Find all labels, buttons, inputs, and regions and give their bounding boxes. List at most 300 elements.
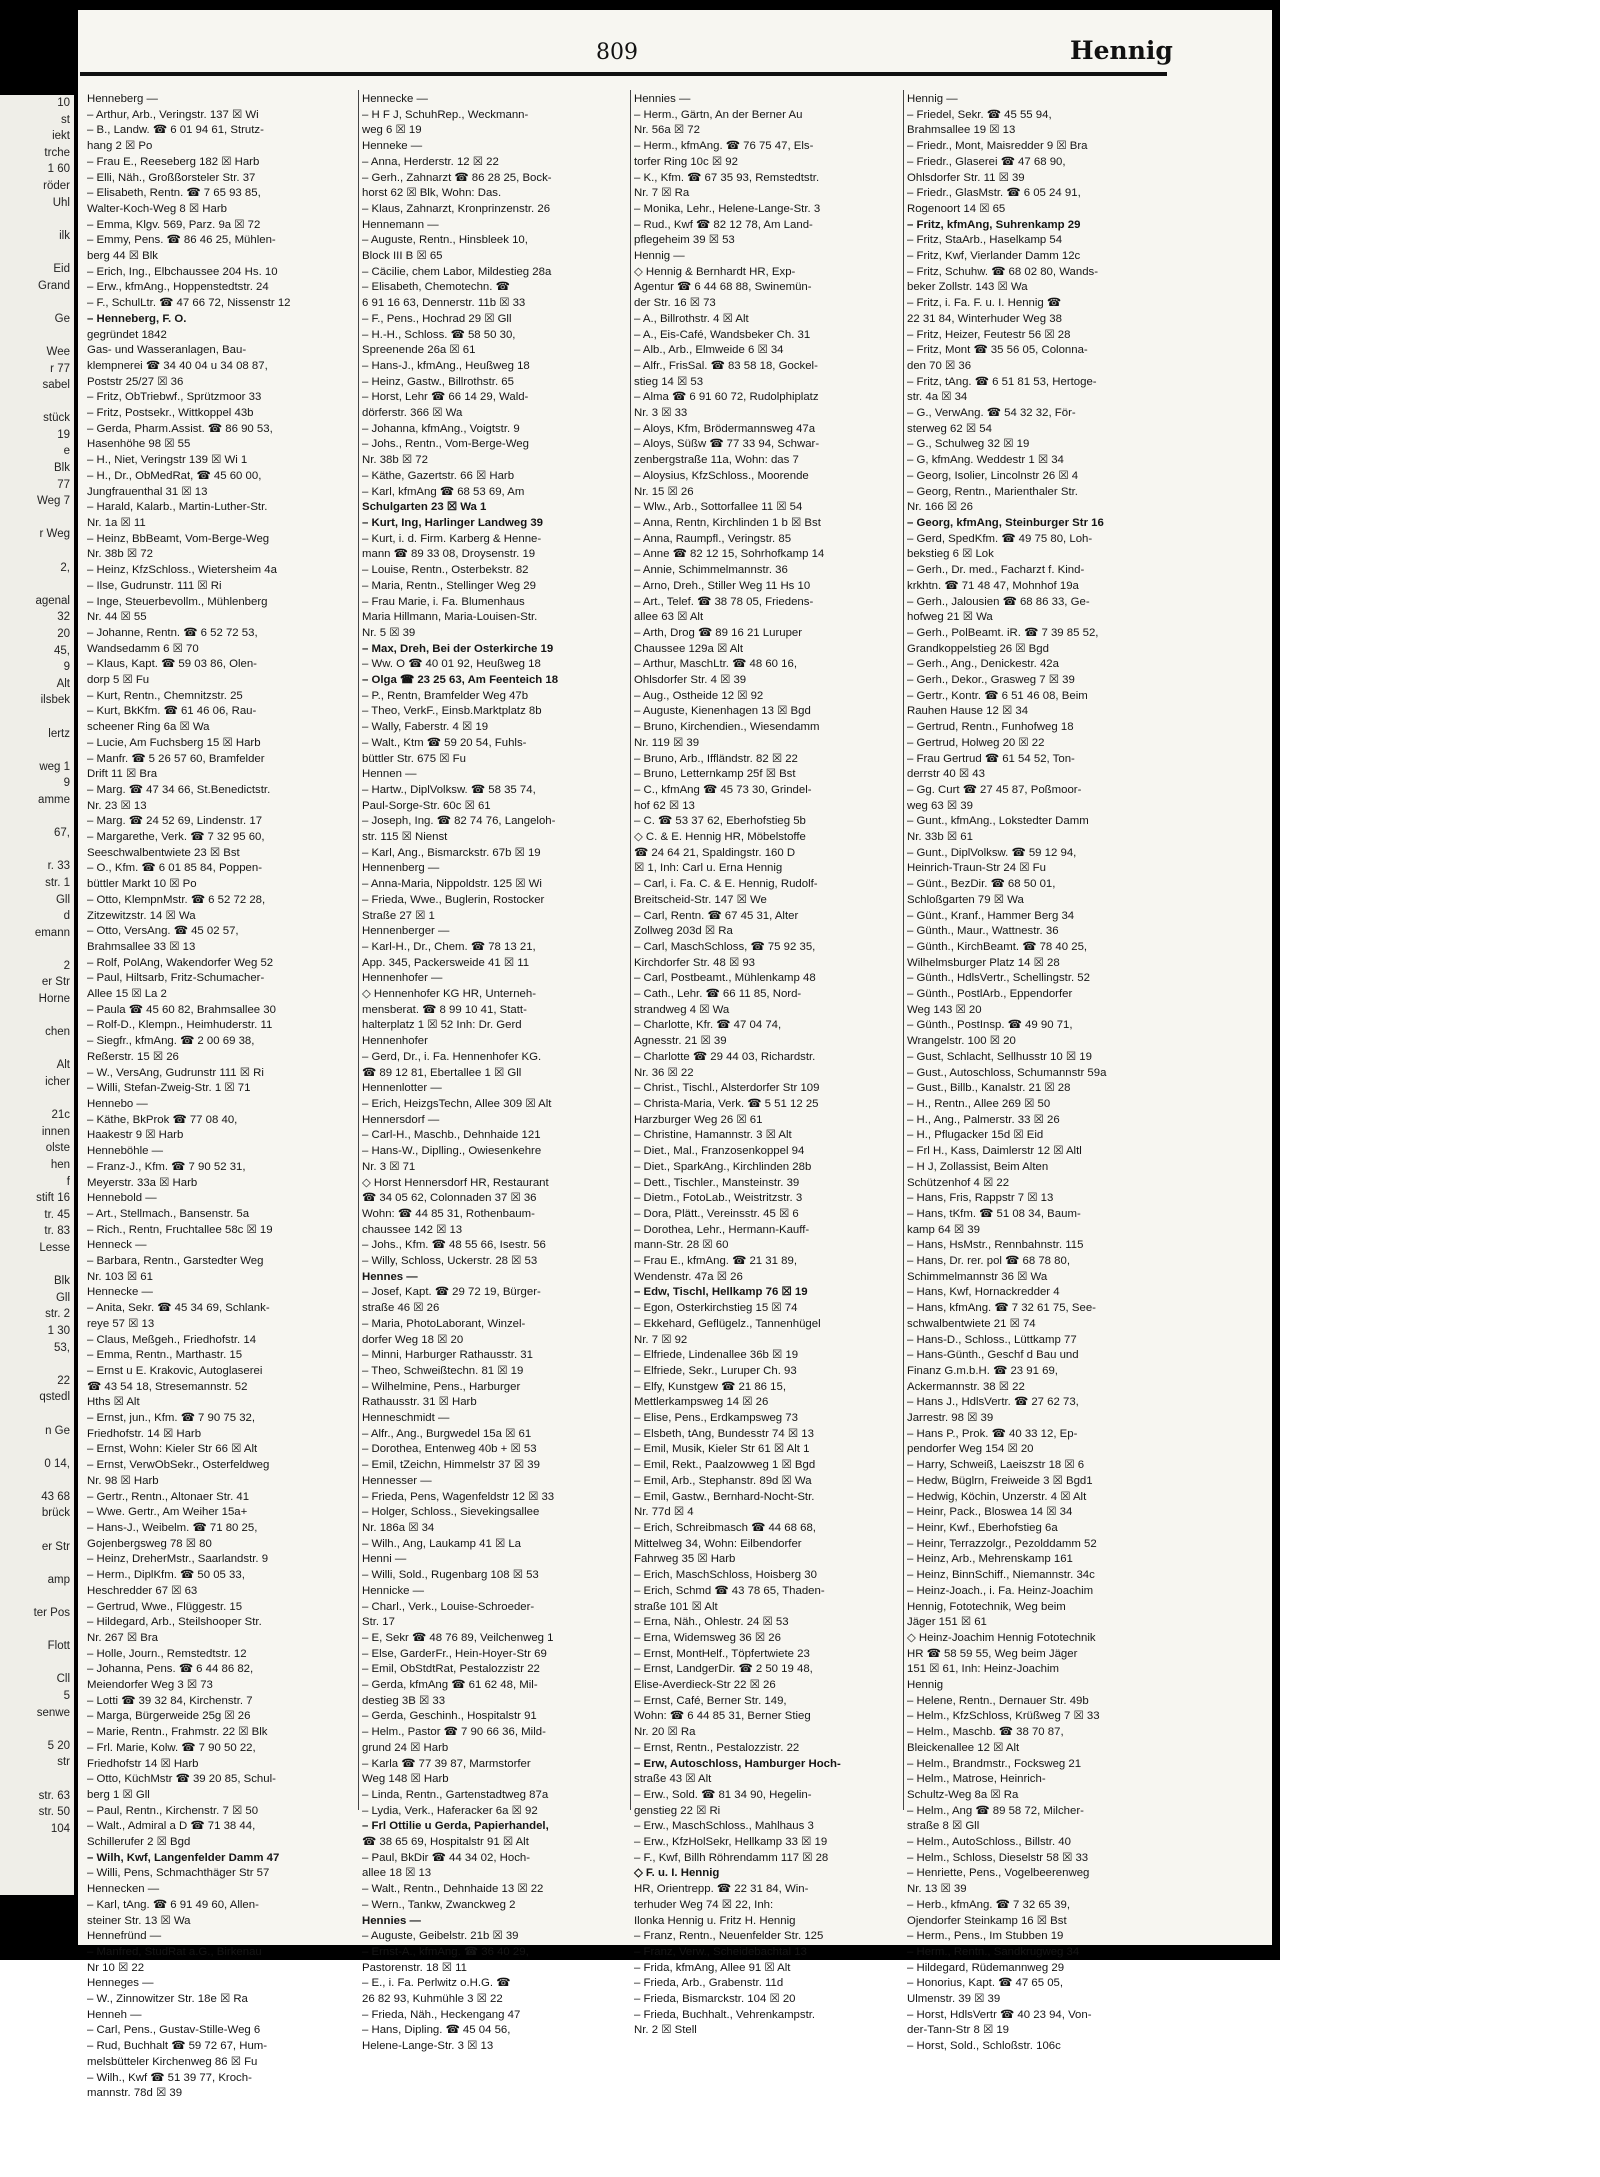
directory-entry: – Olga ☎ 23 25 63, Am Feenteich 18 bbox=[362, 674, 559, 687]
margin-fragment bbox=[0, 1522, 74, 1539]
directory-entry: büttler Str. 675 ☒ Fu bbox=[362, 752, 466, 765]
margin-fragment: str. 1 bbox=[45, 876, 70, 889]
margin-fragment bbox=[0, 211, 74, 228]
directory-entry: Jäger 151 ☒ 61 bbox=[907, 1616, 987, 1629]
directory-entry: Poststr 25/27 ☒ 36 bbox=[87, 375, 184, 388]
directory-entry: – Walt., Ktm ☎ 59 20 54, Fuhls- bbox=[362, 736, 527, 749]
directory-entry: Hennenhofer bbox=[362, 1035, 428, 1048]
directory-entry: Spreenende 26a ☒ 61 bbox=[362, 344, 476, 357]
directory-entry: – Heinr, Kwf., Eberhofstieg 6a bbox=[907, 1521, 1058, 1534]
margin-fragment: brück bbox=[41, 1507, 70, 1520]
directory-entry: – Fritz, Mont ☎ 35 56 05, Colonna- bbox=[907, 344, 1088, 357]
margin-fragment bbox=[0, 709, 74, 726]
directory-entry: – Maria, Rentn., Stellinger Weg 29 bbox=[362, 579, 536, 592]
directory-entry: – Hedwig, Köchin, Unzerstr. 4 ☒ Alt bbox=[907, 1490, 1087, 1503]
directory-entry: mensberat. ☎ 8 99 10 41, Statt- bbox=[362, 1003, 527, 1016]
directory-entry: – Holger, Schloss., Sievekingsallee bbox=[362, 1506, 540, 1519]
directory-entry: Henneges — bbox=[87, 1977, 154, 1990]
directory-entry: – Dietm., FotoLab., Weistritzstr. 3 bbox=[634, 1192, 803, 1205]
directory-entry: – Linda, Rentn., Gartenstadtweg 87a bbox=[362, 1788, 549, 1801]
directory-entry: – Dorothea, Lehr., Hermann-Kauff- bbox=[634, 1223, 810, 1236]
directory-entry: – Wilh., Ang, Laukamp 41 ☒ La bbox=[362, 1537, 522, 1550]
directory-entry: Hennebo — bbox=[87, 1098, 148, 1110]
directory-entry: – Johanna, Pens. ☎ 6 44 86 82, bbox=[87, 1663, 254, 1676]
directory-entry: – C., kfmAng ☎ 45 73 30, Grindel- bbox=[634, 783, 812, 796]
directory-entry: Drift 11 ☒ Bra bbox=[87, 768, 158, 781]
directory-entry: – Frieda, Pens, Wagenfeldstr 12 ☒ 33 bbox=[362, 1490, 555, 1503]
directory-entry: Weg 143 ☒ 20 bbox=[907, 1003, 982, 1016]
directory-entry: Hennicke — bbox=[362, 1584, 425, 1597]
directory-entry: – Paul, Hiltsarb, Fritz-Schumacher- bbox=[87, 972, 265, 985]
directory-entry: – Elli, Näh., Großßorsteler Str. 37 bbox=[87, 171, 256, 184]
directory-column-4 bbox=[907, 92, 1175, 2053]
directory-entry: – Ww. O ☎ 40 01 92, Heußweg 18 bbox=[362, 658, 541, 671]
directory-entry: Weg 148 ☒ Harb bbox=[362, 1773, 449, 1786]
directory-entry: – Ernst u E. Krakovic, Autoglaserei bbox=[87, 1364, 263, 1377]
directory-entry: – Günth., Maur., Wattnestr. 36 bbox=[907, 925, 1059, 938]
directory-entry: – Herm., Gärtn, An der Berner Au bbox=[634, 108, 803, 121]
directory-entry: – Anna, Rentn, Kirchlinden 1 b ☒ Bst bbox=[634, 516, 821, 529]
directory-entry: Henneke — bbox=[362, 140, 423, 153]
directory-entry: – F., Kwf, Billh Röhrendamm 117 ☒ 28 bbox=[634, 1851, 829, 1864]
directory-entry: horst 62 ☒ Blk, Wohn: Das. bbox=[362, 187, 502, 200]
directory-entry: hof 62 ☒ 13 bbox=[634, 799, 695, 812]
margin-fragment: er Str bbox=[41, 976, 70, 989]
directory-entry: – Heinz, BinnSchiff., Niemannstr. 34c bbox=[907, 1569, 1095, 1582]
directory-entry: – G, kfmAng. Weddestr 1 ☒ 34 bbox=[907, 454, 1064, 467]
margin-fragment: röder bbox=[43, 179, 70, 192]
directory-entry: – Charlotte, Kfr. ☎ 47 04 74, bbox=[634, 1019, 782, 1032]
directory-entry: – Erich, Schreibmasch ☎ 44 68 68, bbox=[634, 1521, 816, 1534]
directory-entry: – H F J, SchuhRep., Weckmann- bbox=[362, 108, 529, 121]
directory-entry: Hennebold — bbox=[87, 1192, 157, 1205]
directory-entry: – Gertr., Rentn., Altonaer Str. 41 bbox=[87, 1490, 250, 1503]
directory-column-3 bbox=[634, 92, 902, 2037]
directory-entry: – Helm., KfzSchloss, Krüßweg 7 ☒ 33 bbox=[907, 1710, 1100, 1723]
margin-fragment: iekt bbox=[52, 130, 70, 143]
directory-entry: – Willi, Sold., Rugenbarg 108 ☒ 53 bbox=[362, 1569, 539, 1582]
margin-fragment bbox=[0, 1721, 74, 1738]
directory-entry: hofweg 21 ☒ Wa bbox=[907, 611, 993, 624]
directory-entry: – Ernst, Wohn: Kieler Str 66 ☒ Alt bbox=[87, 1443, 258, 1456]
running-head: Hennig bbox=[1070, 36, 1173, 65]
margin-fragment: 19 bbox=[57, 428, 70, 441]
directory-entry: – Erna, Näh., Ohlestr. 24 ☒ 53 bbox=[634, 1616, 789, 1629]
margin-fragment: Blk bbox=[54, 462, 70, 475]
directory-entry: – Helm., AutoSchloss., Billstr. 40 bbox=[907, 1836, 1071, 1849]
directory-entry: – Bruno, Letternkamp 25f ☒ Bst bbox=[634, 768, 796, 781]
directory-entry: – Georg, Rentn., Marienthaler Str. bbox=[907, 485, 1078, 498]
directory-entry: Agnesstr. 21 ☒ 39 bbox=[634, 1035, 727, 1048]
directory-entry: – Gertrud, Rentn., Funhofweg 18 bbox=[907, 721, 1074, 734]
directory-entry: Friedhofstr 14 ☒ Harb bbox=[87, 1757, 199, 1770]
directory-entry: – Günth., KirchBeamt. ☎ 78 40 25, bbox=[907, 940, 1088, 953]
directory-entry: – Dorothea, Entenweg 40b + ☒ 53 bbox=[362, 1443, 537, 1456]
directory-entry: scheener Ring 6a ☒ Wa bbox=[87, 721, 210, 734]
directory-entry: – P., Rentn, Bramfelder Weg 47b bbox=[362, 689, 529, 702]
directory-entry: str. 115 ☒ Nienst bbox=[362, 831, 448, 844]
margin-fragment: 43 68 bbox=[41, 1490, 70, 1503]
directory-entry: Ojendorfer Steinkamp 16 ☒ Bst bbox=[907, 1914, 1067, 1927]
margin-fragment bbox=[0, 1622, 74, 1639]
directory-entry: sterweg 62 ☒ 54 bbox=[907, 422, 992, 435]
margin-fragment: 9 bbox=[63, 661, 70, 674]
directory-entry: – Elfriede, Lindenallee 36b ☒ 19 bbox=[634, 1349, 799, 1362]
directory-entry: – Hans, Fris, Rappstr 7 ☒ 13 bbox=[907, 1192, 1054, 1205]
margin-fragment: tr. 45 bbox=[44, 1208, 70, 1221]
directory-entry: Heschredder 67 ☒ 63 bbox=[87, 1584, 198, 1597]
margin-fragment: d bbox=[63, 910, 70, 923]
directory-entry: Wilhelmsburger Platz 14 ☒ 28 bbox=[907, 956, 1060, 969]
directory-entry: – Emil, Arb., Stephanstr. 89d ☒ Wa bbox=[634, 1474, 812, 1487]
margin-fragment bbox=[0, 294, 74, 311]
directory-entry: – Heinz, Arb., Mehrenskamp 161 bbox=[907, 1553, 1073, 1566]
directory-entry: – Holle, Journ., Remstedtstr. 12 bbox=[87, 1647, 247, 1660]
directory-entry: – Herm., Pens., Im Stubben 19 bbox=[907, 1930, 1064, 1943]
directory-entry: – Gerda, Geschinh., Hospitalstr 91 bbox=[362, 1710, 537, 1723]
directory-entry: reye 57 ☒ 13 bbox=[87, 1317, 155, 1330]
directory-entry: Hennig — bbox=[907, 93, 958, 105]
directory-entry: derrstr 40 ☒ 43 bbox=[907, 768, 985, 781]
directory-entry: Friedhofstr. 14 ☒ Harb bbox=[87, 1427, 202, 1440]
directory-entry: Wandsedamm 6 ☒ 70 bbox=[87, 642, 199, 655]
directory-entry: – Hans-J., kfmAng., Heußweg 18 bbox=[362, 359, 530, 372]
directory-entry: – Ekkehard, Geflügelz., Tannenhügel bbox=[634, 1317, 821, 1330]
directory-entry: Mettlerkampsweg 14 ☒ 26 bbox=[634, 1396, 769, 1409]
directory-entry: Hennefründ — bbox=[87, 1930, 162, 1943]
margin-fragment bbox=[0, 1472, 74, 1489]
directory-entry: – Carl, i. Fa. C. & E. Hennig, Rudolf- bbox=[634, 878, 818, 891]
directory-entry: Henneberg — bbox=[87, 93, 158, 105]
directory-entry: – Siegfr., kfmAng. ☎ 2 00 69 38, bbox=[87, 1035, 255, 1048]
directory-entry: – Kurt, i. d. Firm. Karberg & Henne- bbox=[362, 532, 542, 545]
directory-entry: – Aloys, Kfm, Brödermannsweg 47a bbox=[634, 422, 816, 435]
directory-entry: – Günth., HdlsVertr., Schellingstr. 52 bbox=[907, 972, 1090, 985]
directory-entry: – Klaus, Kapt. ☎ 59 03 86, Olen- bbox=[87, 658, 257, 671]
directory-entry: – H., Rentn., Allee 269 ☒ 50 bbox=[907, 1098, 1051, 1110]
directory-entry: – Carl, MaschSchloss, ☎ 75 92 35, bbox=[634, 940, 816, 953]
directory-entry: – Johanne, Rentn. ☎ 6 52 72 53, bbox=[87, 626, 258, 639]
directory-entry: – Fritz, i. Fa. F. u. I. Hennig ☎ bbox=[907, 297, 1062, 310]
margin-fragment: 21c bbox=[51, 1109, 70, 1122]
directory-entry: Henneck — bbox=[87, 1239, 147, 1252]
directory-entry: – Karl-H., Dr., Chem. ☎ 78 13 21, bbox=[362, 940, 536, 953]
directory-entry: – Heinz, BbBeamt, Vom-Berge-Weg bbox=[87, 532, 270, 545]
directory-entry: allee 18 ☒ 13 bbox=[362, 1867, 432, 1880]
directory-entry: – Harry, Schweiß, Laeiszstr 18 ☒ 6 bbox=[907, 1459, 1085, 1472]
margin-fragment: Flott bbox=[47, 1640, 70, 1653]
directory-entry: ◇ F. u. I. Hennig bbox=[634, 1867, 720, 1880]
directory-entry: dorp 5 ☒ Fu bbox=[87, 674, 150, 687]
directory-entry: Nr. 20 ☒ Ra bbox=[634, 1726, 696, 1739]
margin-fragment: senwe bbox=[36, 1706, 70, 1719]
margin-fragment: Horne bbox=[38, 993, 70, 1006]
directory-entry: Hennies — bbox=[634, 93, 691, 105]
directory-entry: Harzburger Weg 26 ☒ 61 bbox=[634, 1113, 763, 1126]
directory-entry: HR ☎ 58 59 55, Weg beim Jäger bbox=[907, 1647, 1078, 1660]
directory-entry: ☎ 43 54 18, Stresemannstr. 52 bbox=[87, 1380, 248, 1393]
directory-entry: App. 345, Packersweide 41 ☒ 11 bbox=[362, 956, 530, 969]
directory-entry: kamp 64 ☒ 39 bbox=[907, 1223, 980, 1236]
directory-entry: – Frau Marie, i. Fa. Blumenhaus bbox=[362, 595, 525, 608]
directory-entry: – Hans-Günth., Geschf d Bau und bbox=[907, 1349, 1079, 1362]
directory-entry: – Dora, Plätt., Vereinsstr. 45 ☒ 6 bbox=[634, 1207, 799, 1220]
margin-fragment: Wee bbox=[46, 345, 70, 358]
margin-fragment bbox=[0, 1588, 74, 1605]
directory-entry: Straße 27 ☒ 1 bbox=[362, 909, 435, 922]
directory-entry: – Hans J., HdlsVertr. ☎ 27 62 73, bbox=[907, 1396, 1079, 1409]
directory-entry: Wrangelstr. 100 ☒ 20 bbox=[907, 1035, 1016, 1048]
directory-entry: dorfer Weg 18 ☒ 20 bbox=[362, 1333, 464, 1346]
directory-entry: – Hans P., Prok. ☎ 40 33 12, Ep- bbox=[907, 1427, 1078, 1440]
directory-entry: pflegeheim 39 ☒ 53 bbox=[634, 234, 735, 247]
directory-entry: straße 43 ☒ Alt bbox=[634, 1773, 712, 1786]
directory-entry: – Frieda, Näh., Heckengang 47 bbox=[362, 2008, 521, 2021]
directory-entry: – Paul, BkDir ☎ 44 34 02, Hoch- bbox=[362, 1851, 531, 1864]
directory-entry: – Frl. Marie, Kolw. ☎ 7 90 50 22, bbox=[87, 1741, 256, 1754]
directory-entry: den 70 ☒ 36 bbox=[907, 359, 972, 372]
directory-entry: – Helm., Pastor ☎ 7 90 66 36, Mild- bbox=[362, 1726, 546, 1739]
directory-entry: Nr. 119 ☒ 39 bbox=[634, 736, 700, 749]
directory-entry: – Hans, Dipling. ☎ 45 04 56, bbox=[362, 2024, 511, 2037]
margin-fragment: amme bbox=[38, 793, 70, 806]
directory-entry: – Herb., kfmAng. ☎ 7 32 65 39, bbox=[907, 1898, 1070, 1911]
margin-fragment bbox=[0, 941, 74, 958]
margin-fragment: 1 60 bbox=[47, 163, 70, 176]
directory-entry: – Erw., MaschSchloss., Mahlhaus 3 bbox=[634, 1820, 814, 1833]
directory-entry: – Fritz, Heizer, Feutestr 56 ☒ 28 bbox=[907, 328, 1071, 341]
directory-entry: – Hedw, Büglrn, Freiweide 3 ☒ Bgd1 bbox=[907, 1474, 1093, 1487]
directory-entry: Jungfrauenthal 31 ☒ 13 bbox=[87, 485, 208, 498]
directory-entry: – Arth, Drog ☎ 89 16 21 Luruper bbox=[634, 626, 803, 639]
directory-entry: – Rolf, PolAng, Wakendorfer Weg 52 bbox=[87, 956, 274, 969]
margin-fragment: weg 1 bbox=[39, 760, 70, 773]
margin-fragment: 22 bbox=[57, 1374, 70, 1387]
directory-entry: – Helm., Brandmstr., Focksweg 21 bbox=[907, 1757, 1082, 1770]
directory-entry: – Käthe, Gazertstr. 66 ☒ Harb bbox=[362, 469, 515, 482]
directory-entry: – Frl Ottilie u Gerda, Papierhandel, bbox=[362, 1820, 549, 1833]
directory-entry: Nr. 98 ☒ Harb bbox=[87, 1474, 159, 1487]
directory-entry: – Erw., Sold. ☎ 81 34 90, Hegelin- bbox=[634, 1788, 812, 1801]
margin-fragment: Gll bbox=[55, 1291, 70, 1304]
directory-entry: – G., Schulweg 32 ☒ 19 bbox=[907, 438, 1030, 451]
directory-entry: Henni — bbox=[362, 1553, 407, 1566]
directory-entry: Reßerstr. 15 ☒ 26 bbox=[87, 1050, 179, 1063]
directory-entry: Nr. 7 ☒ 92 bbox=[634, 1333, 688, 1346]
directory-entry: – Aug., Ostheide 12 ☒ 92 bbox=[634, 689, 764, 702]
directory-entry: – Harald, Kalarb., Martin-Luther-Str. bbox=[87, 501, 268, 514]
column-divider bbox=[630, 90, 631, 1810]
directory-column-2 bbox=[362, 92, 630, 2053]
directory-entry: strandweg 4 ☒ Wa bbox=[634, 1003, 730, 1016]
directory-entry: – Annie, Schimmelmannstr. 36 bbox=[634, 564, 788, 577]
margin-fragment: 2, bbox=[60, 561, 70, 574]
directory-entry: – Frau Gertrud ☎ 61 54 52, Ton- bbox=[907, 752, 1075, 765]
directory-entry: – Günth., PostInsp. ☎ 49 90 71, bbox=[907, 1019, 1073, 1032]
directory-entry: – Auguste, Kienenhagen 13 ☒ Bgd bbox=[634, 705, 811, 718]
directory-entry: – Johs., Kfm. ☎ 48 55 66, Isestr. 56 bbox=[362, 1239, 546, 1252]
directory-entry: – Aloys, Süßw ☎ 77 33 94, Schwar- bbox=[634, 438, 820, 451]
directory-entry: – Gertr., Kontr. ☎ 6 51 46 08, Beim bbox=[907, 689, 1088, 702]
directory-entry: – Alb., Arb., Elmweide 6 ☒ 34 bbox=[634, 344, 784, 357]
margin-fragment: str bbox=[57, 1756, 70, 1769]
directory-entry: weg 63 ☒ 39 bbox=[907, 799, 973, 812]
directory-entry: – Else, GarderFr., Hein-Hoyer-Str 69 bbox=[362, 1647, 547, 1660]
directory-entry: Chaussee 129a ☒ Alt bbox=[634, 642, 744, 655]
directory-entry: – Fritz, StaArb., Haselkamp 54 bbox=[907, 234, 1063, 247]
directory-entry: – C. ☎ 53 37 62, Eberhofstieg 5b bbox=[634, 815, 806, 828]
directory-entry: Schloßgarten 79 ☒ Wa bbox=[907, 893, 1024, 906]
directory-entry: büttler Markt 10 ☒ Po bbox=[87, 878, 197, 891]
directory-entry: Bleickenallee 12 ☒ Alt bbox=[907, 1741, 1020, 1754]
directory-entry: – Max, Dreh, Bei der Osterkirche 19 bbox=[362, 642, 554, 655]
directory-entry: Hennen — bbox=[362, 768, 417, 781]
directory-entry: – Paula ☎ 45 60 82, Brahmsallee 30 bbox=[87, 1003, 276, 1016]
margin-fragment: sabel bbox=[42, 379, 70, 392]
directory-entry: – Franz, Verw., Scheidebachtal 13 bbox=[634, 1945, 807, 1958]
margin-fragment: ter Pos bbox=[33, 1607, 70, 1620]
directory-entry: – Gerh., Zahnarzt ☎ 86 28 25, Bock- bbox=[362, 171, 552, 184]
directory-entry: – H., Ang., Palmerstr. 33 ☒ 26 bbox=[907, 1113, 1060, 1126]
directory-entry: – Lucie, Am Fuchsberg 15 ☒ Harb bbox=[87, 736, 261, 749]
directory-entry: – Alfr., Ang., Burgwedel 15a ☒ 61 bbox=[362, 1427, 532, 1440]
directory-entry: Meyerstr. 33a ☒ Harb bbox=[87, 1176, 198, 1189]
directory-entry: – Erich, Schmd ☎ 43 78 65, Thaden- bbox=[634, 1584, 825, 1597]
directory-entry: – Frieda, Wwe., Buglerin, Rostocker bbox=[362, 893, 545, 906]
directory-entry: – Anita, Sekr. ☎ 45 34 69, Schlank- bbox=[87, 1302, 270, 1315]
directory-entry: – Herm., kfmAng. ☎ 76 75 47, Els- bbox=[634, 140, 814, 153]
directory-entry: – Charlotte ☎ 29 44 03, Richardstr. bbox=[634, 1050, 816, 1063]
directory-entry: – G., VerwAng. ☎ 54 32 32, För- bbox=[907, 407, 1076, 420]
directory-entry: – Hans, Kwf, Hornackredder 4 bbox=[907, 1286, 1060, 1299]
directory-entry: – Hans, HsMstr., Rennbahnstr. 115 bbox=[907, 1239, 1084, 1252]
directory-entry: – Frieda, Arb., Grabenstr. 11d bbox=[634, 1977, 784, 1990]
directory-entry: Nr. 2 ☒ Stell bbox=[634, 2024, 697, 2037]
margin-fragment: Blk bbox=[54, 1275, 70, 1288]
directory-entry: Henneh — bbox=[87, 2008, 142, 2021]
directory-entry: pendorfer Weg 154 ☒ 20 bbox=[907, 1443, 1034, 1456]
margin-fragment: ilk bbox=[59, 229, 70, 242]
margin-fragment: hen bbox=[50, 1159, 70, 1171]
directory-entry: Hennenberger — bbox=[362, 925, 450, 938]
directory-entry: – Carl-H., Maschb., Dehnhaide 121 bbox=[362, 1129, 541, 1142]
directory-entry: – Franz, Rentn., Neuenfelder Str. 125 bbox=[634, 1930, 824, 1943]
directory-entry: Helene-Lange-Str. 3 ☒ 13 bbox=[362, 2040, 494, 2053]
directory-entry: Kirchdorfer Str. 48 ☒ 93 bbox=[634, 956, 756, 969]
margin-fragment: str. 63 bbox=[38, 1789, 70, 1802]
directory-entry: – Wilhelmine, Pens., Harburger bbox=[362, 1380, 521, 1393]
directory-entry: – Fritz, Postsekr., Wittkoppel 43b bbox=[87, 407, 254, 420]
directory-entry: – Heinz, Gastw., Billrothstr. 65 bbox=[362, 375, 514, 388]
directory-entry: Nr. 3 ☒ 71 bbox=[362, 1160, 416, 1173]
directory-entry: – Willi, Pens, Schmachthäger Str 57 bbox=[87, 1867, 270, 1880]
directory-entry: – Wern., Tankw, Zwanckweg 2 bbox=[362, 1898, 516, 1911]
margin-fragment: Uhl bbox=[52, 196, 70, 209]
directory-entry: Finanz G.m.b.H. ☎ 23 91 69, bbox=[907, 1364, 1058, 1377]
directory-entry: Wohn: ☎ 44 85 31, Rothenbaum- bbox=[362, 1207, 535, 1220]
margin-fragment: lertz bbox=[48, 727, 70, 740]
directory-entry: – Marg. ☎ 24 52 69, Lindenstr. 17 bbox=[87, 815, 263, 828]
directory-entry: – Wwe. Gertr., Am Weiher 15a+ bbox=[87, 1506, 248, 1519]
directory-entry: ◇ Horst Hennersdorf HR, Restaurant bbox=[362, 1176, 549, 1189]
directory-entry: Heinrich-Traun-Str 24 ☒ Fu bbox=[907, 862, 1046, 875]
directory-entry: – Gust, Schlacht, Sellhusstr 10 ☒ 19 bbox=[907, 1050, 1092, 1063]
directory-entry: 22 31 84, Winterhuder Weg 38 bbox=[907, 312, 1062, 325]
directory-entry: – Karla ☎ 77 39 87, Marmstorfer bbox=[362, 1757, 531, 1770]
directory-entry: – Hans-J., Weibelm. ☎ 71 80 25, bbox=[87, 1521, 258, 1534]
directory-entry: – Heinr, Terrazzolgr., Pezolddamm 52 bbox=[907, 1537, 1097, 1550]
directory-entry: – Gust., Billb., Kanalstr. 21 ☒ 28 bbox=[907, 1082, 1071, 1095]
page-number: 809 bbox=[596, 40, 638, 65]
directory-entry: – Erich, MaschSchloss, Hoisberg 30 bbox=[634, 1569, 817, 1582]
directory-entry: Ulmenstr. 39 ☒ 39 bbox=[907, 1993, 1001, 2006]
directory-entry: – Erich, HeizgsTechn, Allee 309 ☒ Alt bbox=[362, 1098, 552, 1110]
directory-entry: – Wilh, Kwf, Langenfelder Damm 47 bbox=[87, 1851, 280, 1864]
directory-entry: berg 1 ☒ Gll bbox=[87, 1788, 150, 1801]
directory-entry: – Hans, Dr. rer. pol ☎ 68 78 80, bbox=[907, 1255, 1070, 1268]
directory-entry: straße 46 ☒ 26 bbox=[362, 1302, 440, 1315]
directory-entry: Nr. 38b ☒ 72 bbox=[87, 548, 153, 561]
directory-entry: – Manfr. ☎ 5 26 57 60, Bramfelder bbox=[87, 752, 265, 765]
directory-entry: Rauhen Hause 12 ☒ 34 bbox=[907, 705, 1029, 718]
directory-entry: – Lydia, Verk., Haferacker 6a ☒ 92 bbox=[362, 1804, 538, 1817]
directory-entry: – Gerd, SpedKfm. ☎ 49 75 80, Loh- bbox=[907, 532, 1093, 545]
directory-entry: – Heinz-Joach., i. Fa. Heinz-Joachim bbox=[907, 1584, 1094, 1597]
directory-entry: – Fritz, kfmAng, Suhrenkamp 29 bbox=[907, 218, 1081, 231]
directory-entry: mann ☎ 89 33 08, Droysenstr. 19 bbox=[362, 548, 536, 561]
margin-fragment bbox=[0, 1406, 74, 1423]
directory-entry: – Joseph, Ing. ☎ 82 74 76, Langeloh- bbox=[362, 815, 556, 828]
directory-entry: – Helm., Maschb. ☎ 38 70 87, bbox=[907, 1726, 1064, 1739]
directory-entry: Hennies — bbox=[362, 1914, 421, 1927]
margin-fragment: agenal bbox=[35, 594, 70, 607]
directory-entry: – Anna, Herderstr. 12 ☒ 22 bbox=[362, 155, 499, 168]
directory-entry: – Gerh., Jalousien ☎ 68 86 33, Ge- bbox=[907, 595, 1090, 608]
directory-entry: – Christine, Hamannstr. 3 ☒ Alt bbox=[634, 1129, 792, 1142]
directory-entry: Ackermannstr. 38 ☒ 22 bbox=[907, 1380, 1025, 1393]
directory-entry: – Gunt., kfmAng., Lokstedter Damm bbox=[907, 815, 1089, 828]
directory-entry: – Walt., Admiral a D ☎ 71 38 44, bbox=[87, 1820, 256, 1833]
directory-entry: – Heinz, KfzSchloss., Wietersheim 4a bbox=[87, 564, 277, 577]
directory-entry: – Gust., Autoschloss, Schumannstr 59a bbox=[907, 1066, 1107, 1079]
directory-entry: – Diet., Mal., Franzosenkoppel 94 bbox=[634, 1145, 805, 1158]
directory-entry: – Friedr., Mont, Maisredder 9 ☒ Bra bbox=[907, 140, 1088, 153]
directory-entry: ☎ 38 65 69, Hospitalstr 91 ☒ Alt bbox=[362, 1836, 529, 1849]
directory-entry: – Kurt, Ing, Harlinger Landweg 39 bbox=[362, 516, 544, 529]
margin-fragment: str. 50 bbox=[38, 1806, 70, 1819]
margin-fragment: Ge bbox=[54, 312, 70, 325]
directory-entry: – Friedr., Glaserei ☎ 47 68 90, bbox=[907, 155, 1066, 168]
margin-fragment: st bbox=[61, 113, 70, 126]
directory-entry: – Cäcilie, chem Labor, Mildestieg 28a bbox=[362, 265, 552, 278]
directory-entry: ☎ 34 05 62, Colonnaden 37 ☒ 36 bbox=[362, 1192, 537, 1205]
directory-entry: – Karl, kfmAng ☎ 68 53 69, Am bbox=[362, 485, 525, 498]
directory-entry: – A., Billrothstr. 4 ☒ Alt bbox=[634, 312, 749, 325]
directory-entry: – Honorius, Kapt. ☎ 47 65 05, bbox=[907, 1977, 1064, 1990]
margin-fragment: Eid bbox=[53, 262, 70, 275]
directory-entry: – Kurt, BkKfm. ☎ 61 46 06, Rau- bbox=[87, 705, 257, 718]
directory-entry: – Gerda, Pharm.Assist. ☎ 86 90 53, bbox=[87, 422, 273, 435]
directory-entry: Mittelweg 34, Wohn: Eilbendorfer bbox=[634, 1537, 802, 1550]
directory-entry: – Hildegard, Rüdemannweg 29 bbox=[907, 1961, 1065, 1974]
margin-fragment: r Weg bbox=[39, 528, 70, 541]
directory-entry: – Alfr., FrisSal. ☎ 83 58 18, Gockel- bbox=[634, 359, 818, 372]
directory-entry: – B., Landw. ☎ 6 01 94 61, Strutz- bbox=[87, 124, 264, 137]
directory-entry: genstieg 22 ☒ Ri bbox=[634, 1804, 721, 1817]
directory-entry: ☒ 1, Inh: Carl u. Erna Hennig bbox=[634, 862, 783, 875]
directory-entry: stieg 14 ☒ 53 bbox=[634, 375, 704, 388]
directory-entry: – Manfred, StudRat a.G., Birkenau bbox=[87, 1945, 262, 1958]
